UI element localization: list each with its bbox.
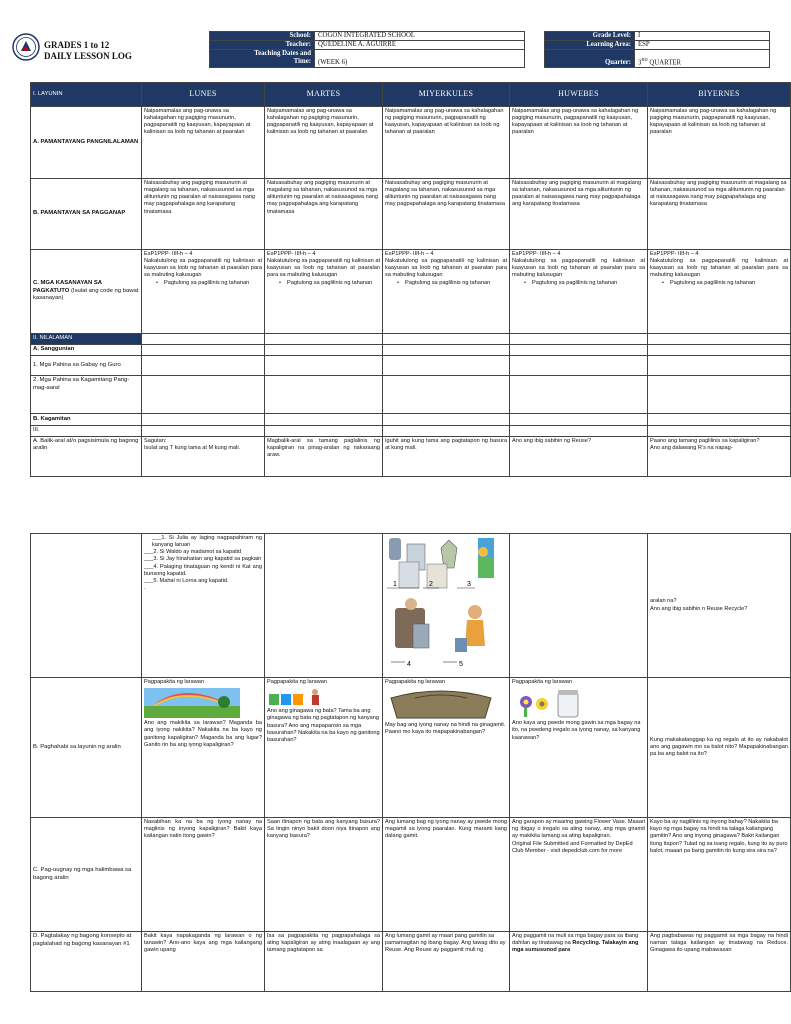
row-label-sanggunian: A. Sanggunian: [31, 345, 142, 356]
row-label-kagamitan: B. Kagamitan: [31, 414, 142, 426]
cell-quiz-lunes: ___1. Si Julia ay laging nagpapahiram ng kanyang laruan ___2. Si Waldo ay madamot sa kapatid ___3. Si Jay hinahatian ang kapatid sa pagkain ___4. Palaging tinataguan ng kendi ni Kat ang bunsong kapatid. ___5. Mahal ni Lorna ang kapatid. .: [142, 534, 265, 678]
cell-balik-biyernes: Paano ang tamang paglilinis sa kapaligiran? Ano ang dalawang R’s na napag-: [648, 436, 791, 476]
cell-balik-martes: Magbalik-aral sa tamang paglalinis ng kapaligiran na pinag-aralan ng nakaraang araw.: [265, 436, 383, 476]
cell-ugnay-huwebes: Ang garapon ay maaring gawing Flower Vase. Maaari ng ibigay o iregalo sa ating nanay, ang mga giramit ay makikita lamang sa ating kapaligiran. Original File Submitted and Formatted by DepEd Club Member - visit depedclub.com for more: [510, 818, 648, 932]
flowers-and-jar-image: [512, 688, 586, 718]
cell-habi-miyerkules: Pagpapakita ng larawan May bag ang iyong nanay na hindi na ginagamit. Paano mo kaya ito mapapakinabangan?: [383, 678, 510, 818]
school-label: School:: [210, 32, 315, 41]
cell-habi-lunes: Pagpapakita ng larawan Ano ang makikita sa larawan? Maganda ba ang iyong nakikita? Nakakita na ba kayo ng ganitong kapaligiran? Maganda ba ang lugar? Ganito rin ba ang iyong kapaligiran?: [142, 678, 265, 818]
cell-kasanayan-miyerkules: EsP1PPP- IIIf-h – 4 Nakatutulong sa pagpapanatili ng kalinisan at kaayusan sa loob ng tahanan at paaralan para sa mabuting kalusugan • Pagtulong sa paglilinis ng tahanan: [383, 250, 510, 334]
trash-sorting-images: [383, 534, 506, 674]
row-label-paghahabi: B. Paghahabi sa layunin ng aralin: [31, 678, 142, 818]
lesson-log-table: [30, 82, 791, 477]
row-label-nilalaman: II. NILALAMAN: [31, 334, 142, 345]
image-number-1: 1: [393, 581, 397, 588]
cell-talakay-miyerkules: Ang lumang gamit ay maari pang gamitin sa pamamagitan ng ibang bagay. Ang tawag dito ay Reuse. Ang Reuse ay paggamit muli ng: [383, 932, 510, 992]
day-header-lunes: LUNES: [142, 83, 265, 107]
row-label-kasanayan: C. MGA KASANAYAN SA PAGKATUTO (Isulat ang code ng bawat kasanayan): [31, 250, 142, 334]
cell-pagganap-lunes: Naisasabuhay ang pagiging masunurin at magalang sa tahanan, nakasusunod sa mga alituntunin ng paaralan at naisasagawa nang may pagpapahalaga ang karapatang tinatamasa: [142, 179, 265, 250]
row-label-gabay-ng-guro: 1. Mga Pahina sa Gabay ng Guro: [31, 356, 142, 376]
cell-habi-biyernes: Kung makakatanggap ka ng regalo at ito ay nakabalot ano ang gagawin mo sa balot nito? Mapapakinabangan pa ba ang balot na ito?: [648, 678, 791, 818]
cell-pamantayang-lunes: Naipamamalas ang pag-unawa sa kahalagahan ng pagiging masunurin, pagpapanatili ng kaayusan, kapayapaan at kalinisan sa loob ng tahanan at paaralan: [142, 107, 265, 179]
lesson-table-page-1: [0, 82, 788, 478]
cell-cont-biyernes: aralan na? Ano ang ibig sabihin n Reuse Recycle?: [648, 534, 791, 678]
cell-kasanayan-huwebes: EsP1PPP- IIIf-h – 4 Nakatutulong sa pagpapanatili ng kalinisan at kaayusan sa loob ng tahanan at paaralan para sa mabuting kalusugan • Pagtulong sa paglilinis ng tahanan: [510, 250, 648, 334]
row-label-iii: III.: [31, 426, 142, 437]
image-number-4: 4: [407, 661, 411, 668]
cell-pamantayang-biyernes: Naipamamalas ang pag-unawa sa kahalagahan ng pagiging masunurin, pagpapanatili ng kaayusan, kapayapaan at kalinisan sa loob ng tahanan at paaralan: [648, 107, 791, 179]
teacher-label: Teacher:: [210, 41, 315, 50]
landscape-image: [144, 688, 240, 718]
document-title: GRADES 1 to 12 DAILY LESSON LOG: [44, 40, 132, 61]
cell-ugnay-miyerkules: Ang lumang bag ng iyong nanay ay pwede mong magamit sa iyong paaralan. Kung marami kang dalang gamit.: [383, 818, 510, 932]
header-info-table: [209, 31, 770, 68]
deped-seal-logo: [12, 33, 40, 66]
cell-pamantayang-huwebes: Naipamamalas ang pag-unawa sa kahalagahan ng pagiging masunurin, pagpapanatili ng kaayusan, kapayapaan at kalinisan sa loob ng tahanan at paaralan: [510, 107, 648, 179]
cell-talakay-martes: Isa sa pagpapakita ng pagpapahalaga sa ating kapaligiran ay ating inaalagaan ay ang tamang pagtatapon sa: [265, 932, 383, 992]
cell-habi-martes: Pagpapakita ng larawan Ano ang ginagawa ng bata? Tama ba ang ginagawa ng bata ng pagtatapon ng kanyang basura? Ano ang mapapansin sa mga basurahan? Nakakita na ba kayo ng ganitong basurahan?: [265, 678, 383, 818]
teaching-dates-label: Teaching Dates and Time:: [210, 50, 315, 68]
trash-bins-image: [267, 688, 327, 706]
cell-balik-huwebes: Ano ang ibig sabihin ng Reuse?: [510, 436, 648, 476]
cell-kasanayan-biyernes: EsP1PPP- IIIf-h – 4 Nakatutulong sa pagpapanatili ng kalinisan at kaayusan sa loob ng tahanan at paaralan para sa mabuting kalusugan • Pagtulong sa paglilinis ng tahanan: [648, 250, 791, 334]
old-bag-image: [385, 688, 497, 720]
lesson-log-table-continued: [30, 533, 791, 992]
lesson-table-page-2: [0, 533, 788, 1024]
school-value: COGON INTEGRATED SCHOOL: [315, 32, 525, 41]
cell-pagganap-biyernes: Naisasabuhay ang pagiging masunurin at magalang sa tahanan, nakasusunod sa mga alituntunin ng paaralan at naisasagawa nang may pagpapahalaga ang karapatang tinatamasa: [648, 179, 791, 250]
cell-ugnay-martes: Saan itinapon ng bata ang kanyang basura? Sa tingin ninyo bakit doon niya itinapon ang kanyang basura?: [265, 818, 383, 932]
quarter-label: Quarter:: [545, 50, 635, 68]
image-number-2: 2: [429, 581, 433, 588]
cell-ugnay-lunes: Nasabihan ka na ba ng iyong nanay na maglinis ng inyong kapaligiran? Bakit kaya kailangan natin itong gawin?: [142, 818, 265, 932]
quarter-value: 3RD QUARTER: [635, 50, 770, 68]
cell-ugnay-biyernes: Kayo ba ay naglilinis ng inyong bahay? Nakakita ba kayo ng mga bagay na hindi na talaga kailangang gamitin? Ano ang inyong ginagawa? Bakit kailangan itong itapon? Tulad ng sa isang regalo, kung ito ay puro balot, maaari pa bang gamitin ito kung sira sira na?: [648, 818, 791, 932]
cell-images-miyerkules: [383, 534, 510, 678]
cell-talakay-biyernes: Ang pagbabawas ng paggamit sa mga bagay na hindi naman talaga kailangan ay tinatawag na Reduce. Ginagawa ito upang mabawasan: [648, 932, 791, 992]
learning-area-value: ESP: [635, 41, 770, 50]
day-header-huwebes: HUWEBES: [510, 83, 648, 107]
row-label-kagamitang-pang-mag-aaral: 2. Mga Pahina sa Kagamitang Pang-mag-aaral: [31, 376, 142, 414]
cell-kasanayan-martes: EsP1PPP- IIIf-h – 4 Nakatutulong sa pagpapanatili ng kalinisan at kaayusan sa loob ng tahanan at paaralan para sa mabuting kalusugan • Pagtulong sa paglilinis ng tahanan: [265, 250, 383, 334]
cell-pamantayang-martes: Naipamamalas ang pag-unawa sa kahalagahan ng pagiging masunurin, pagpapanatili ng kaayusan, kapayapaan at kalinisan sa loob ng tahanan at paaralan: [265, 107, 383, 179]
learning-area-label: Learning Area:: [545, 41, 635, 50]
cell-talakay-huwebes: Ang paggamit na muli sa mga bagay para sa ibang dahilan ay tinatawag na Recycling. Talakayin ang mga sumusunod para: [510, 932, 648, 992]
row-label-layunin: I. LAYUNIN: [31, 83, 142, 107]
teaching-dates-value: (WEEK 6): [315, 50, 525, 68]
row-label-pag-uugnay: C. Pag-uugnay ng mga halimbawa sa bagong aralin: [31, 818, 142, 932]
image-number-5: 5: [459, 661, 463, 668]
cell-balik-lunes: Sagutan: Isulat ang T kung tama at M kung mali.: [142, 436, 265, 476]
cell-pagganap-huwebes: Naisasabuhay ang pagiging masunurin at magalang sa tahanan, nakasusunod sa mga alituntunin ng paaralan at naisasagawa nang may pagpapahalaga ang karapatang tinatamasa: [510, 179, 648, 250]
row-label-balik-aral: A. Balik-aral at/o pagsisimula ng bagong aralin: [31, 436, 142, 476]
cell-habi-huwebes: Pagpapakita ng larawan Ano kaya ang pwede mong gawin sa mga bagay na ito, na pwedeng iregalo sa iyong nanay, sa kanyang kaarawan?: [510, 678, 648, 818]
grade-level-label: Grade Level:: [545, 32, 635, 41]
teacher-value: QUEDELINE A. AGUIRRE: [315, 41, 525, 50]
grade-level-value: I: [635, 32, 770, 41]
cell-pamantayang-miyerkules: Naipamamalas ang pag-unawa sa kahalagahan ng pagiging masunurin, pagpapanatili ng kaayusan, kapayapaan at kalinisan sa loob ng tahanan at paaralan: [383, 107, 510, 179]
day-header-biyernes: BIYERNES: [648, 83, 791, 107]
cell-pagganap-miyerkules: Naisasabuhay ang pagiging masunurin at magalang sa tahanan, nakasusunod sa mga alituntunin ng paaralan at naisasagawa nang may pagpapahalaga ang karapatang tinatamasa: [383, 179, 510, 250]
cell-pagganap-martes: Naisasabuhay ang pagiging masunurin at magalang sa tahanan, nakasusunod sa mga alituntunin ng paaralan at naisasagawa nang may pagpapahalaga ang karapatang tinatamasa: [265, 179, 383, 250]
cell-kasanayan-lunes: EsP1PPP- IIIf-h – 4 Nakatutulong sa pagpapanatili ng kalinisan at kaayusan sa loob ng tahanan at paaralan para sa mabuting kalusugan • Pagtulong sa paglilinis ng tahanan: [142, 250, 265, 334]
cell-balik-miyerkules: Iguhit ang kung tama ang pagtatapon ng basura at kung mali.: [383, 436, 510, 476]
cell-talakay-lunes: Bakit kaya napakaganda ng larawan o ng tanawin? Ano-ano kaya ang mga kailangang gawin upang: [142, 932, 265, 992]
row-label-pagganap: B. PAMANTAYAN SA PAGGANAP: [31, 179, 142, 250]
day-header-miyerkules: MIYERKULES: [383, 83, 510, 107]
day-header-martes: MARTES: [265, 83, 383, 107]
row-label-pamantayang: A. PAMANTAYANG PANGNILALAMAN: [31, 107, 142, 179]
image-number-3: 3: [467, 581, 471, 588]
row-label-pagtalakay: D. Pagtalakay ng bagong konsepto at paglalahad ng bagong kasanayan #1: [31, 932, 142, 992]
